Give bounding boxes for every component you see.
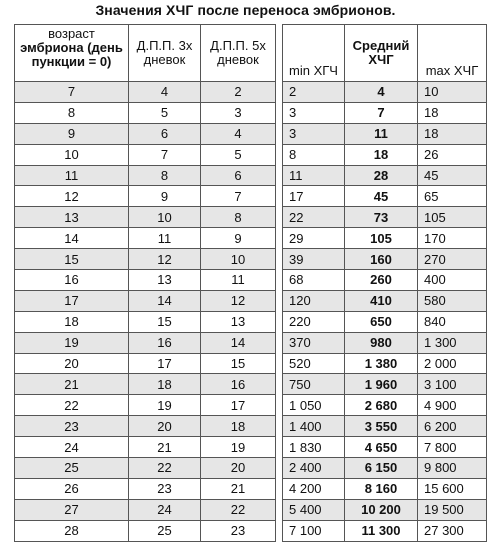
cell-embryo-age: 24 [15,437,129,458]
table-row [15,374,487,395]
column-gap [276,186,283,207]
header-dpp-5day [201,25,276,82]
cell-mean-hcg: 6 150 [345,458,418,479]
cell-embryo-age: 8 [15,102,129,123]
cell-max-hcg: 27 300 [418,520,487,541]
cell-dpp-5day: 17 [201,395,276,416]
cell-dpp-5day: 23 [201,520,276,541]
cell-mean-hcg: 11 [345,123,418,144]
cell-max-hcg: 9 800 [418,458,487,479]
cell-dpp-3day: 19 [129,395,201,416]
cell-mean-hcg: 10 200 [345,499,418,520]
cell-max-hcg: 105 [418,207,487,228]
column-gap [276,499,283,520]
cell-mean-hcg: 410 [345,290,418,311]
cell-dpp-3day: 12 [129,249,201,270]
table-row [15,499,487,520]
table-row [15,186,487,207]
cell-max-hcg: 19 500 [418,499,487,520]
table-row [15,353,487,374]
cell-mean-hcg: 4 [345,82,418,103]
cell-max-hcg: 4 900 [418,395,487,416]
cell-mean-hcg: 160 [345,249,418,270]
header-embryo-age-line-2: эмбриона (день [20,40,123,55]
cell-min-hcg: 11 [283,165,345,186]
cell-min-hcg: 2 400 [283,458,345,479]
column-gap [276,165,283,186]
column-gap [276,395,283,416]
cell-min-hcg: 7 100 [283,520,345,541]
cell-mean-hcg: 73 [345,207,418,228]
cell-max-hcg: 2 000 [418,353,487,374]
cell-dpp-3day: 10 [129,207,201,228]
column-gap [276,102,283,123]
table-row [15,249,487,270]
cell-min-hcg: 220 [283,311,345,332]
cell-dpp-3day: 17 [129,353,201,374]
cell-dpp-5day: 21 [201,478,276,499]
header-dpp-5day-line-1: Д.П.П. 5х [210,38,266,53]
cell-mean-hcg: 11 300 [345,520,418,541]
cell-max-hcg: 18 [418,102,487,123]
cell-embryo-age: 11 [15,165,129,186]
column-gap [276,82,283,103]
cell-mean-hcg: 3 550 [345,416,418,437]
cell-dpp-3day: 9 [129,186,201,207]
cell-min-hcg: 68 [283,270,345,291]
header-mean-hcg-line-1: Средний [352,38,410,53]
cell-embryo-age: 9 [15,123,129,144]
table-row [15,165,487,186]
table-row [15,520,487,541]
cell-max-hcg: 26 [418,144,487,165]
column-gap [276,520,283,541]
cell-mean-hcg: 7 [345,102,418,123]
cell-embryo-age: 20 [15,353,129,374]
cell-max-hcg: 18 [418,123,487,144]
column-gap [276,249,283,270]
cell-embryo-age: 22 [15,395,129,416]
table-row [15,290,487,311]
column-gap [276,311,283,332]
cell-min-hcg: 3 [283,123,345,144]
table-row [15,458,487,479]
cell-min-hcg: 2 [283,82,345,103]
cell-embryo-age: 7 [15,82,129,103]
cell-dpp-3day: 20 [129,416,201,437]
cell-dpp-3day: 21 [129,437,201,458]
table-row [15,311,487,332]
cell-dpp-5day: 19 [201,437,276,458]
cell-min-hcg: 8 [283,144,345,165]
header-mean-hcg [345,25,418,82]
column-gap [276,437,283,458]
header-min-hcg: min ХГЧ [283,25,345,82]
column-gap [276,207,283,228]
column-gap [276,353,283,374]
cell-dpp-3day: 7 [129,144,201,165]
cell-min-hcg: 22 [283,207,345,228]
cell-dpp-3day: 8 [129,165,201,186]
cell-max-hcg: 7 800 [418,437,487,458]
cell-max-hcg: 840 [418,311,487,332]
cell-mean-hcg: 28 [345,165,418,186]
table-row [15,123,487,144]
cell-dpp-5day: 15 [201,353,276,374]
table-row [15,395,487,416]
column-gap [276,290,283,311]
cell-max-hcg: 65 [418,186,487,207]
header-mean-hcg-line-2: ХЧГ [368,52,394,67]
cell-dpp-5day: 22 [201,499,276,520]
cell-min-hcg: 29 [283,228,345,249]
cell-dpp-3day: 18 [129,374,201,395]
header-embryo-age-line-3: пункции = 0) [31,54,112,69]
cell-min-hcg: 1 400 [283,416,345,437]
cell-mean-hcg: 1 960 [345,374,418,395]
cell-min-hcg: 1 050 [283,395,345,416]
cell-mean-hcg: 2 680 [345,395,418,416]
cell-dpp-3day: 15 [129,311,201,332]
cell-dpp-5day: 10 [201,249,276,270]
cell-dpp-5day: 14 [201,332,276,353]
cell-mean-hcg: 45 [345,186,418,207]
cell-dpp-3day: 13 [129,270,201,291]
header-embryo-age [15,25,129,82]
cell-dpp-3day: 14 [129,290,201,311]
cell-embryo-age: 25 [15,458,129,479]
header-dpp-3day-line-1: Д.П.П. 3х [136,38,193,53]
table-row [15,228,487,249]
cell-dpp-3day: 5 [129,102,201,123]
cell-dpp-5day: 11 [201,270,276,291]
cell-mean-hcg: 1 380 [345,353,418,374]
header-dpp-5day-line-2: дневок [217,52,259,67]
table-body [15,82,487,542]
header-row [15,25,487,82]
cell-embryo-age: 17 [15,290,129,311]
cell-max-hcg: 6 200 [418,416,487,437]
cell-min-hcg: 17 [283,186,345,207]
cell-dpp-5day: 12 [201,290,276,311]
cell-embryo-age: 28 [15,520,129,541]
table-row [15,416,487,437]
cell-min-hcg: 3 [283,102,345,123]
cell-mean-hcg: 650 [345,311,418,332]
hcg-table [14,24,487,542]
header-embryo-age-line-1: возраст [48,26,95,41]
column-gap [276,332,283,353]
column-gap [276,374,283,395]
cell-min-hcg: 520 [283,353,345,374]
cell-embryo-age: 16 [15,270,129,291]
cell-max-hcg: 400 [418,270,487,291]
table-title: Значения ХЧГ после переноса эмбрионов. [95,2,396,18]
cell-dpp-5day: 18 [201,416,276,437]
cell-dpp-3day: 16 [129,332,201,353]
column-gap [276,270,283,291]
cell-max-hcg: 580 [418,290,487,311]
cell-dpp-3day: 6 [129,123,201,144]
cell-max-hcg: 3 100 [418,374,487,395]
cell-max-hcg: 170 [418,228,487,249]
cell-embryo-age: 12 [15,186,129,207]
cell-mean-hcg: 260 [345,270,418,291]
table-row [15,332,487,353]
cell-embryo-age: 26 [15,478,129,499]
cell-embryo-age: 13 [15,207,129,228]
column-gap [276,478,283,499]
header-dpp-3day [129,25,201,82]
table-row [15,144,487,165]
cell-dpp-3day: 23 [129,478,201,499]
header-max-hcg: max ХЧГ [418,25,487,82]
column-gap [276,416,283,437]
cell-embryo-age: 18 [15,311,129,332]
cell-dpp-3day: 25 [129,520,201,541]
cell-min-hcg: 5 400 [283,499,345,520]
table-row [15,270,487,291]
column-gap [276,25,283,82]
cell-min-hcg: 4 200 [283,478,345,499]
cell-mean-hcg: 4 650 [345,437,418,458]
cell-dpp-5day: 6 [201,165,276,186]
cell-embryo-age: 14 [15,228,129,249]
column-gap [276,228,283,249]
cell-dpp-5day: 8 [201,207,276,228]
cell-dpp-3day: 4 [129,82,201,103]
cell-dpp-3day: 22 [129,458,201,479]
cell-dpp-5day: 13 [201,311,276,332]
cell-mean-hcg: 980 [345,332,418,353]
table-row [15,82,487,103]
cell-mean-hcg: 105 [345,228,418,249]
cell-max-hcg: 15 600 [418,478,487,499]
cell-dpp-5day: 16 [201,374,276,395]
cell-embryo-age: 27 [15,499,129,520]
cell-dpp-3day: 24 [129,499,201,520]
cell-embryo-age: 23 [15,416,129,437]
cell-max-hcg: 10 [418,82,487,103]
cell-min-hcg: 39 [283,249,345,270]
table-row [15,478,487,499]
cell-dpp-5day: 2 [201,82,276,103]
cell-dpp-3day: 11 [129,228,201,249]
cell-min-hcg: 370 [283,332,345,353]
header-dpp-3day-line-2: дневок [143,52,186,67]
cell-min-hcg: 120 [283,290,345,311]
cell-embryo-age: 21 [15,374,129,395]
cell-dpp-5day: 4 [201,123,276,144]
cell-min-hcg: 750 [283,374,345,395]
cell-dpp-5day: 3 [201,102,276,123]
cell-max-hcg: 45 [418,165,487,186]
cell-embryo-age: 10 [15,144,129,165]
cell-dpp-5day: 7 [201,186,276,207]
cell-embryo-age: 15 [15,249,129,270]
cell-dpp-5day: 20 [201,458,276,479]
column-gap [276,123,283,144]
cell-dpp-5day: 9 [201,228,276,249]
cell-max-hcg: 1 300 [418,332,487,353]
cell-dpp-5day: 5 [201,144,276,165]
cell-mean-hcg: 8 160 [345,478,418,499]
table-row [15,102,487,123]
table-row [15,437,487,458]
table-row [15,207,487,228]
cell-min-hcg: 1 830 [283,437,345,458]
column-gap [276,458,283,479]
cell-embryo-age: 19 [15,332,129,353]
cell-mean-hcg: 18 [345,144,418,165]
column-gap [276,144,283,165]
cell-max-hcg: 270 [418,249,487,270]
